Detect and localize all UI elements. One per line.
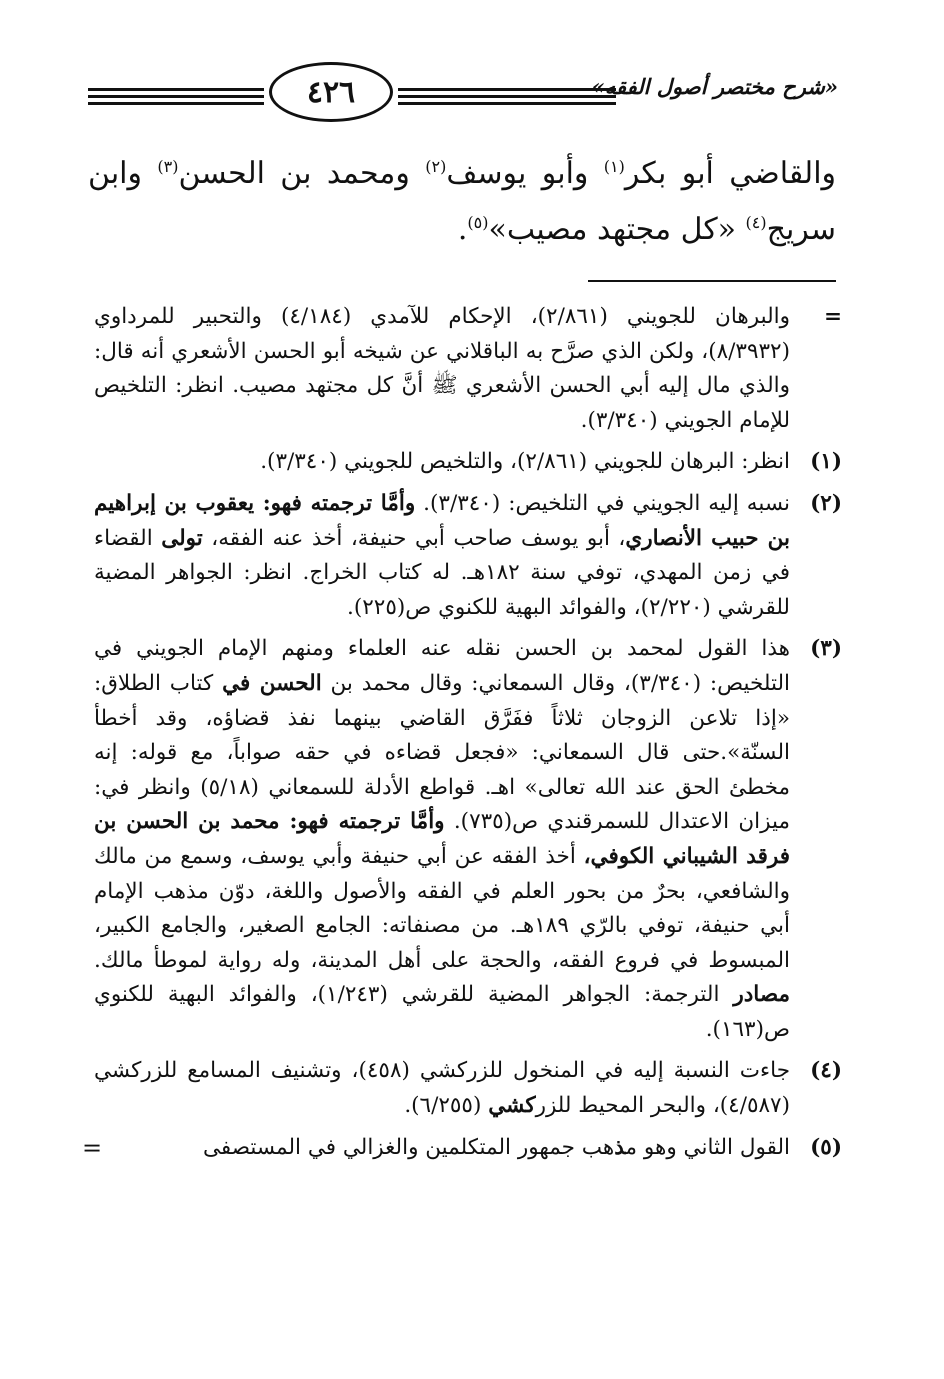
footnote-text: والبرهان للجويني (٢/٨٦١)، الإحكام للآمدي (٤/١٨٤) والتحبير للمرداوي (٨/٣٩٣٢)، ولكن الذي صرَّح به الباقلاني عن شيخه أبو الحسن الأشعري أنه قال: والذي مال إليه أبي الحسن الأشعري ﷺ أنَّ كل مجتهد مصيب. انظر: التلخيص للإمام الجويني (٣/٣٤٠). (94, 304, 790, 433)
footnote-text: نسبه إليه الجويني في التلخيص: (٣/٣٤٠). وأمَّا ترجمته فهو: يعقوب بن إبراهيم بن حبيب الأنصاري، أبو يوسف صاحب أبي حنيفة، أخذ عنه الفقه، تولى القضاء في زمن المهدي، توفي سنة ١٨٢هـ. له كتاب الخراج. انظر: الجواهر المضية للقرشي (٢/٢٢٠)، والفوائد البهية للكنوي ص(٢٢٥). (94, 490, 791, 620)
footnote-1 (94, 445, 842, 480)
header-rule (88, 88, 264, 91)
main-paragraph: والقاضي أبو بكر$^{(١)}$ وأبو يوسف$^{(٢)}$ ومحمد بن الحسن$^{(٣)}$ وابن سريج$^{(٤)}$ «كل مجتهد مصيب»$^{(٥)}$. (88, 156, 837, 247)
header-rule (88, 95, 264, 98)
footnote-number: (٤) (810, 1058, 842, 1084)
page-header (88, 62, 838, 126)
footnote-ref[interactable]: (٢) (425, 157, 447, 176)
header-rule (398, 95, 616, 98)
footnote-number: (٥) (810, 1134, 842, 1160)
footnote-ref[interactable]: (١) (603, 157, 625, 176)
continuation-marker: = (823, 304, 842, 329)
footnote-5 (82, 1131, 842, 1166)
main-text (88, 146, 836, 258)
footnote-number: (٣) (810, 636, 842, 662)
page-number: ٤٢٦ (306, 74, 356, 110)
footnote-text: القول الثاني وهو مذهب جمهور المتكلمين والغزالي في المستصفى (202, 1134, 790, 1160)
footnote-ref[interactable]: (٣) (157, 157, 179, 176)
footnote-ref[interactable]: (٥) (467, 213, 489, 232)
footnote-2 (94, 487, 842, 625)
footnote-text: انظر: البرهان للجويني (٢/٨٦١)، والتلخيص للجويني (٣/٣٤٠). (260, 449, 790, 475)
continuation-marker: = (82, 1133, 103, 1162)
header-rule (398, 88, 616, 91)
footnote-text: جاءت النسبة إليه في المنخول للزركشي (٤٥٨)، وتشنيف المسامع للزركشي (٤/٥٨٧)، والبحر المحيط للزركشي (٦/٢٥٥). (94, 1058, 790, 1119)
footnote-text: هذا القول لمحمد بن الحسن نقله عنه العلماء ومنهم الإمام الجويني في التلخيص: (٣/٣٤٠)، وقال السمعاني: وقال محمد بن الحسن في كتاب الطلاق: «إذا تلاعن الزوجان ثلاثاً ففَرَّق القاضي بينهما نفذ قضاؤه، وقد أخطأ السنّة».حتى قال السمعاني: «فجعل قضاءه في حقه صواباً، مع قوله: إنه مخطئ الحق عند الله تعالى» اهـ. قواطع الأدلة للسمعاني (٥/١٨) وانظر في: ميزان الاعتدال للسمرقندي ص(٧٣٥). وأمَّا ترجمته فهو: محمد بن الحسن بن فرقد الشيباني الكوفي، أخذ الفقه عن أبي حنيفة وأبي يوسف، وسمع من مالك والشافعي، بحرٌ من بحور العلم في الفقه والأصول واللغة، دوّن مذهب الإمام أبي حنيفة، توفي بالرّي ١٨٩هـ. من مصنفاته: الجامع الصغير، والجامع الكبير، المبسوط في فروع الفقه، والحجة على أهل المدينة، وله رواية لموطأ مالك. مصادر الترجمة: الجواهر المضية للقرشي (١/٢٤٣)، والفوائد البهية للكنوي ص(١٦٣). (94, 636, 791, 1042)
footnote-ref[interactable]: (٤) (745, 213, 767, 232)
running-title: «شرح مختصر أصول الفقه» (591, 74, 838, 99)
footnotes (82, 300, 842, 1172)
footnote-continued (94, 300, 842, 438)
footnote-number: (٢) (810, 490, 842, 516)
footnote-separator (588, 280, 836, 282)
footnote-3 (94, 632, 842, 1047)
page-number-oval (269, 62, 393, 122)
footnote-number: (١) (810, 449, 842, 475)
footnote-4 (94, 1054, 842, 1123)
header-rule (88, 102, 264, 105)
header-rule (398, 102, 616, 105)
